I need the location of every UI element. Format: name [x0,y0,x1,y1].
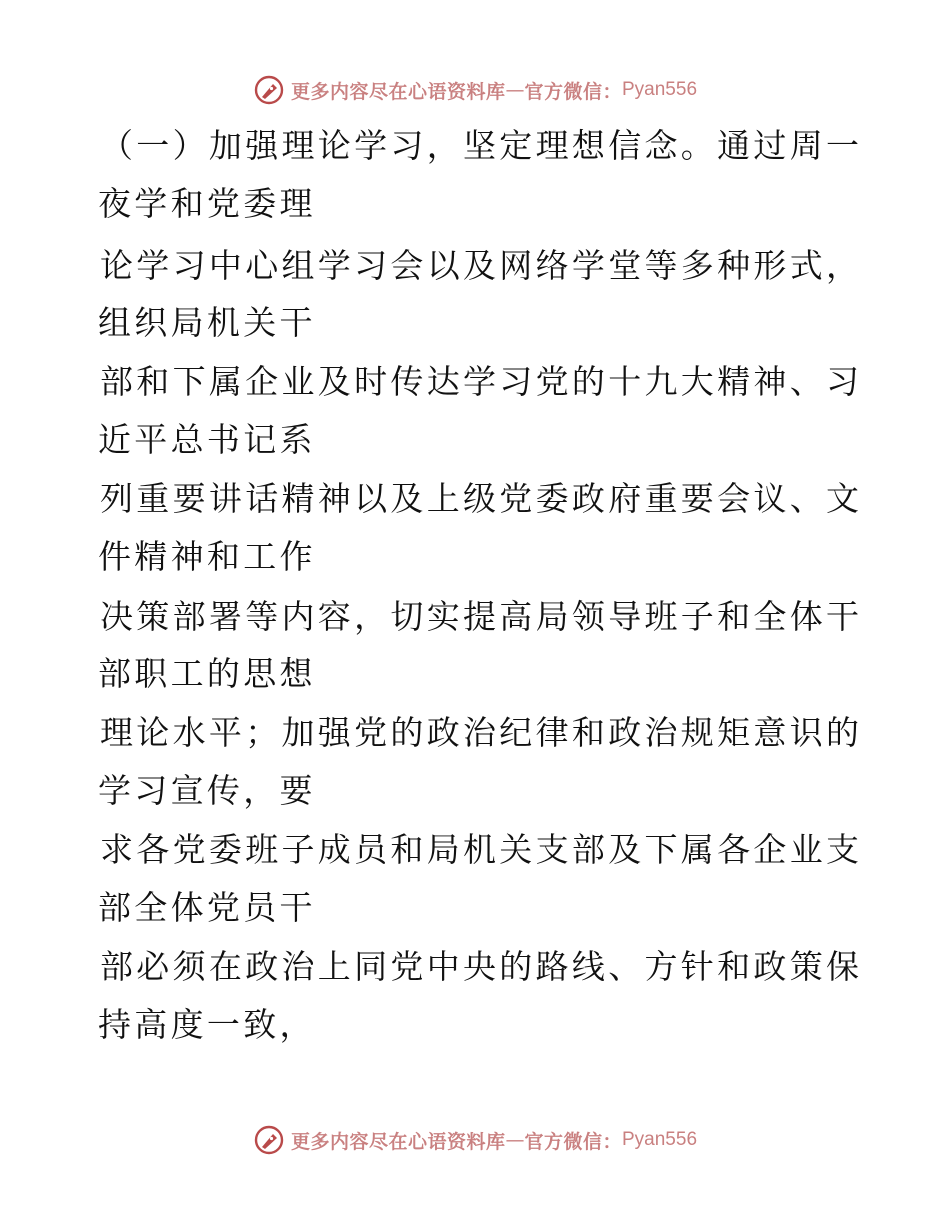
body-line: 近平总书记系 [98,420,316,459]
watermark-text: 更多内容尽在心语资料库 [290,80,506,103]
body-line: （一）加强理论学习，坚定理想信念。通过周一 [100,126,863,165]
body-line: 部全体党员干 [98,888,316,927]
body-line: 学习宣传，要 [98,771,316,810]
body-line: 求各党委班子成员和局机关支部及下属各企业支 [100,830,863,869]
body-line: 部和下属企业及时传达学习党的十九大精神、习 [100,362,863,401]
body-line: 件精神和工作 [98,537,316,576]
body-line: 夜学和党委理 [98,184,316,223]
footer-watermark [0,1120,950,1160]
watermark-label: 官方微信： [524,80,622,103]
body-line: 理论水平；加强党的政治纪律和政治规矩意识的 [100,713,863,752]
body-line: 持高度一致， [98,1005,316,1044]
watermark-label: 官方微信： [524,1130,622,1153]
body-line: 决策部署等内容，切实提高局领导班子和全体干 [100,597,863,636]
header-watermark [0,70,950,110]
watermark-separator: — [505,79,525,101]
body-line: 组织局机关干 [98,303,316,342]
body-line: 部必须在政治上同党中央的路线、方针和政策保 [100,947,863,986]
watermark-separator: — [505,1129,525,1151]
body-line: 论学习中心组学习会以及网络学堂等多种形式， [100,246,863,285]
watermark-id: Pyan556 [622,79,698,100]
watermark-id: Pyan556 [622,1129,698,1150]
pen-nib-logo-icon [253,74,285,106]
body-line: 列重要讲话精神以及上级党委政府重要会议、文 [100,479,863,518]
watermark-text: 更多内容尽在心语资料库 [290,1130,506,1153]
body-line: 部职工的思想 [98,654,316,693]
pen-nib-logo-icon [253,1124,285,1156]
